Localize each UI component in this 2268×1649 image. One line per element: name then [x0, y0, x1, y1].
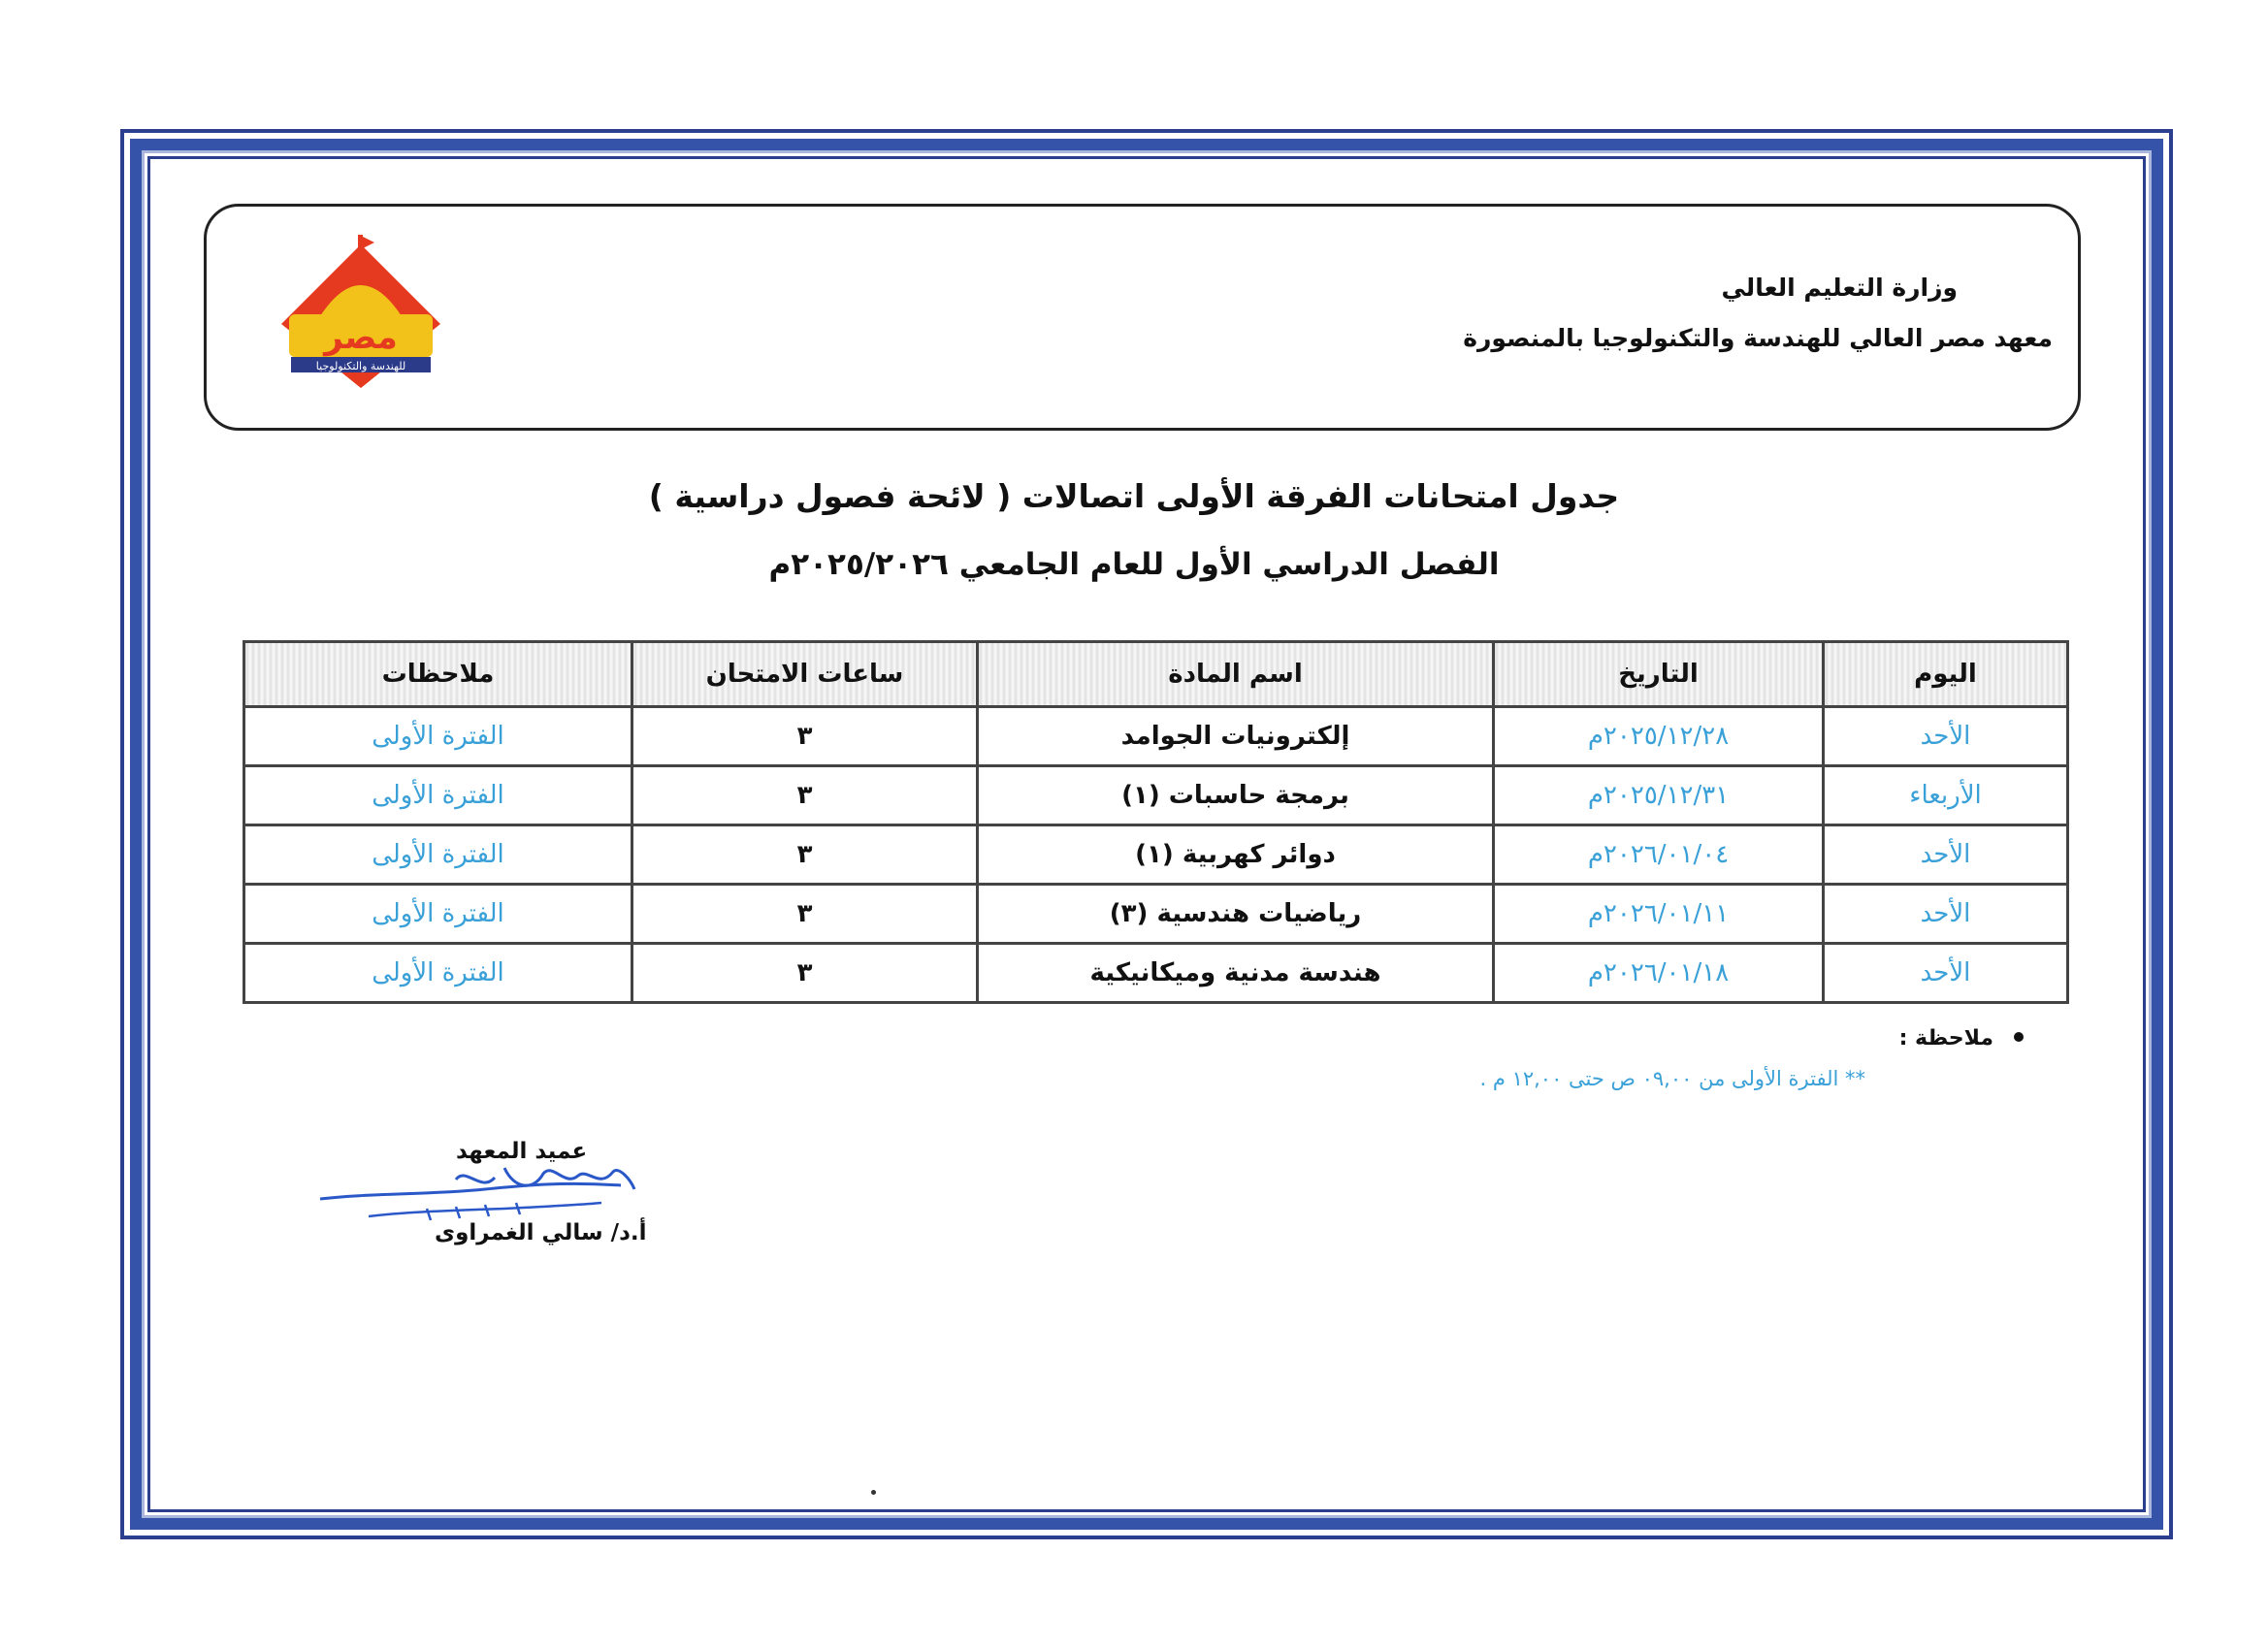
cell-date: ٢٠٢٥/١٢/٣١م: [1494, 766, 1824, 825]
dean-title: عميد المعهد: [456, 1139, 588, 1164]
header-day: اليوم: [1824, 642, 2068, 707]
header-subject: اسم المادة: [978, 642, 1494, 707]
table-row: [244, 707, 2068, 766]
cell-subject: دوائر كهربية (١): [978, 825, 1494, 885]
cell-subject: برمجة حاسبات (١): [978, 766, 1494, 825]
cell-hours: ٣: [632, 825, 978, 885]
cell-hours: ٣: [632, 944, 978, 1003]
cell-date: ٢٠٢٦/٠١/١٨م: [1494, 944, 1824, 1003]
cell-date: ٢٠٢٥/١٢/٢٨م: [1494, 707, 1824, 766]
cell-day: الأحد: [1824, 825, 2068, 885]
exam-schedule-table: [243, 640, 2069, 1004]
institute-name: معهد مصر العالي للهندسة والتكنولوجيا بالمنصورة: [1463, 324, 2053, 352]
cell-day: الأحد: [1824, 707, 2068, 766]
ministry-name: وزارة التعليم العالي: [1721, 274, 1958, 302]
stray-dot: [871, 1490, 876, 1495]
logo-subtext: للهندسة والتكنولوجيا: [315, 360, 406, 372]
cell-notes: الفترة الأولى: [244, 885, 632, 944]
cell-hours: ٣: [632, 707, 978, 766]
cell-notes: الفترة الأولى: [244, 766, 632, 825]
institute-logo: [277, 235, 444, 390]
table-row: [244, 885, 2068, 944]
cell-day: الأحد: [1824, 944, 2068, 1003]
header-hours: ساعات الامتحان: [632, 642, 978, 707]
page-subtitle: الفصل الدراسي الأول للعام الجامعي ٢٠٢٥/٢٠٢٦م: [768, 547, 1500, 582]
header-box: [204, 204, 2081, 431]
note-text: ** الفترة الأولى من ٠٩,٠٠ ص حتى ١٢,٠٠ م .: [1479, 1067, 1865, 1090]
cell-day: الأحد: [1824, 885, 2068, 944]
note-bullet-icon: [2014, 1032, 2024, 1042]
cell-date: ٢٠٢٦/٠١/٠٤م: [1494, 825, 1824, 885]
cell-notes: الفترة الأولى: [244, 825, 632, 885]
cell-hours: ٣: [632, 766, 978, 825]
cell-subject: رياضيات هندسية (٣): [978, 885, 1494, 944]
header-notes: ملاحظات: [244, 642, 632, 707]
cell-notes: الفترة الأولى: [244, 944, 632, 1003]
table-row: [244, 944, 2068, 1003]
cell-notes: الفترة الأولى: [244, 707, 632, 766]
cell-subject: إلكترونيات الجوامد: [978, 707, 1494, 766]
header-date: التاريخ: [1494, 642, 1824, 707]
cell-day: الأربعاء: [1824, 766, 2068, 825]
table-row: [244, 766, 2068, 825]
page-title: جدول امتحانات الفرقة الأولى اتصالات ( لائحة فصول دراسية ): [648, 477, 1620, 515]
table-row: [244, 825, 2068, 885]
cell-hours: ٣: [632, 885, 978, 944]
note-label: ملاحظة :: [1898, 1026, 1993, 1051]
cell-date: ٢٠٢٦/٠١/١١م: [1494, 885, 1824, 944]
table-header-row: [244, 642, 2068, 707]
cell-subject: هندسة مدنية وميكانيكية: [978, 944, 1494, 1003]
logo-text: مصر: [324, 318, 398, 357]
dean-name: أ.د/ سالي الغمراوى: [435, 1220, 647, 1245]
